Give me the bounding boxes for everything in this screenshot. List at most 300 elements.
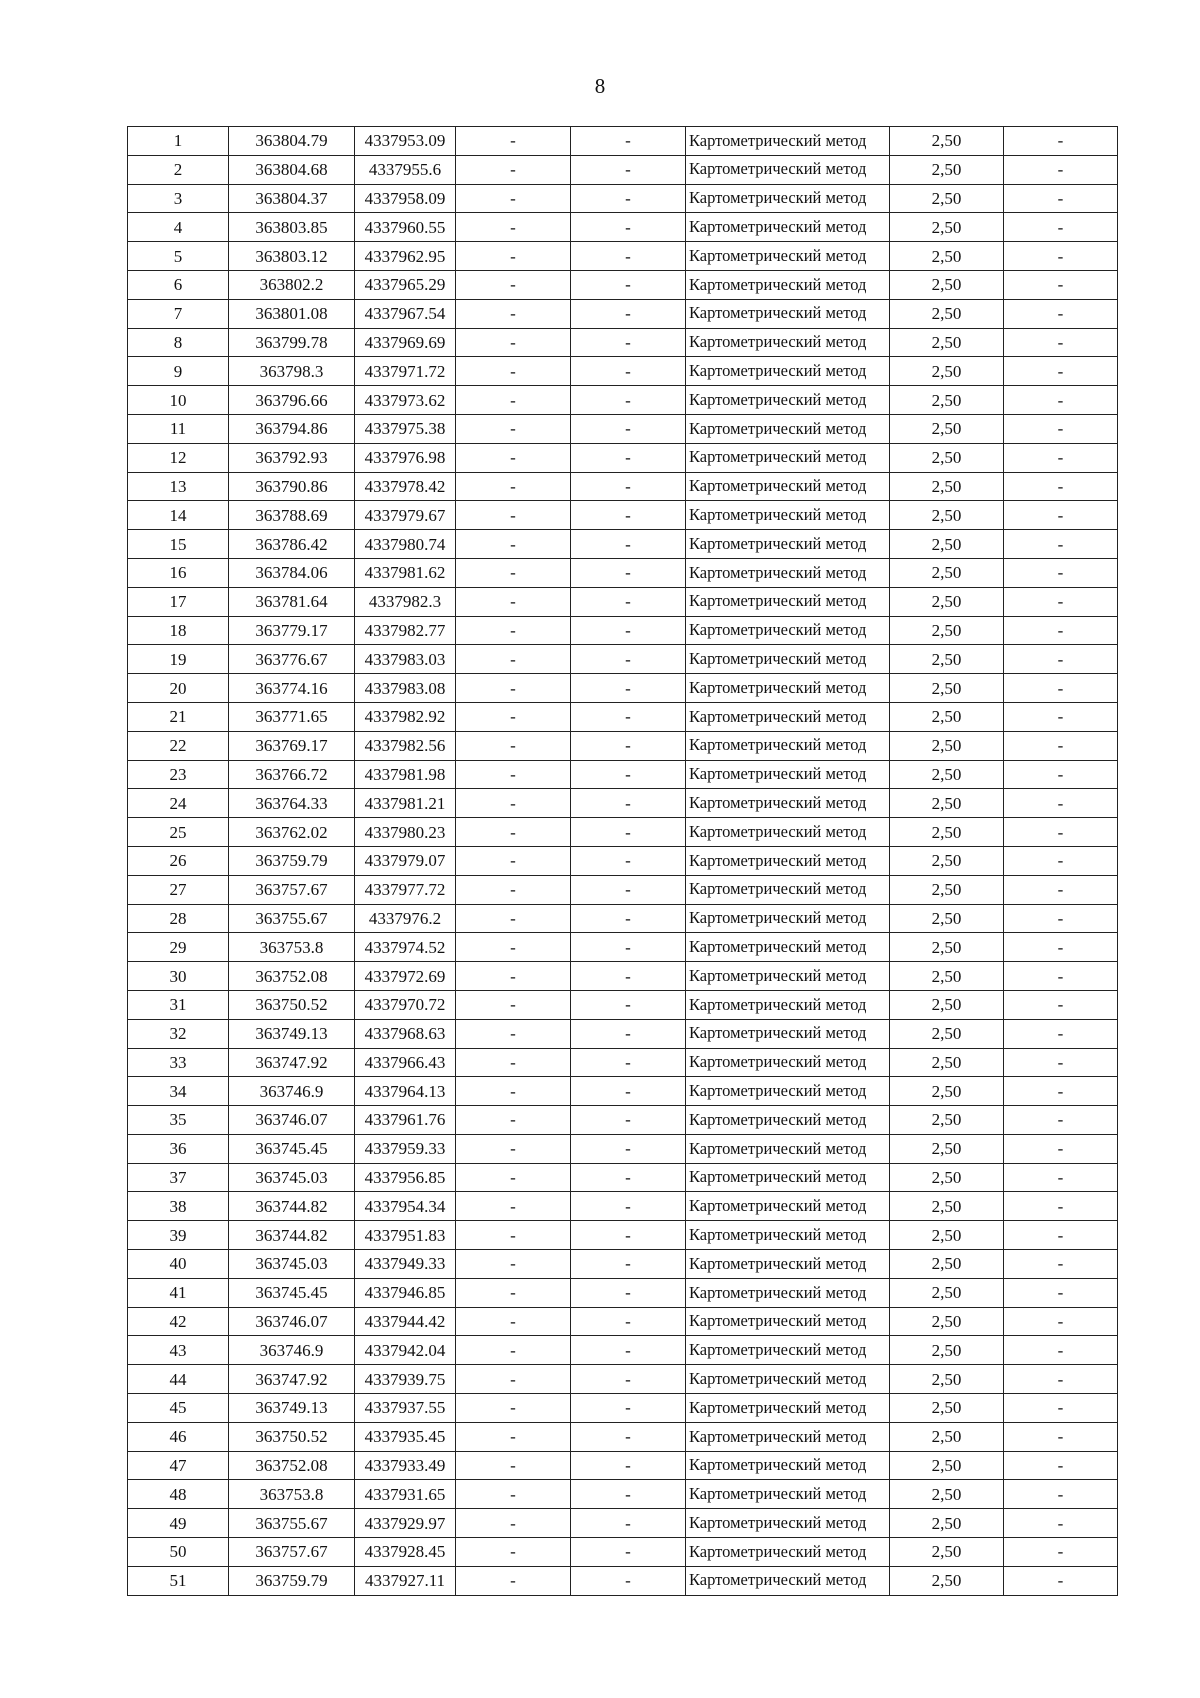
dash-cell: - — [1004, 155, 1118, 184]
dash-cell: - — [571, 875, 686, 904]
accuracy-cell: 2,50 — [890, 1192, 1004, 1221]
dash-cell: - — [571, 213, 686, 242]
point-number-cell: 46 — [128, 1422, 229, 1451]
method-cell: Картометрический метод — [686, 789, 890, 818]
dash-cell: - — [1004, 299, 1118, 328]
dash-cell: - — [571, 1566, 686, 1595]
dash-cell: - — [571, 1192, 686, 1221]
dash-cell: - — [456, 1509, 571, 1538]
accuracy-cell: 2,50 — [890, 328, 1004, 357]
point-number-cell: 18 — [128, 616, 229, 645]
x-coordinate-cell: 363745.45 — [229, 1134, 355, 1163]
y-coordinate-cell: 4337933.49 — [355, 1451, 456, 1480]
x-coordinate-cell: 363759.79 — [229, 846, 355, 875]
point-number-cell: 28 — [128, 904, 229, 933]
table-row — [128, 1451, 1118, 1480]
dash-cell: - — [456, 674, 571, 703]
method-cell: Картометрический метод — [686, 328, 890, 357]
point-number-cell: 31 — [128, 990, 229, 1019]
dash-cell: - — [1004, 127, 1118, 156]
table-row — [128, 760, 1118, 789]
dash-cell: - — [1004, 1566, 1118, 1595]
accuracy-cell: 2,50 — [890, 1106, 1004, 1135]
dash-cell: - — [456, 904, 571, 933]
dash-cell: - — [571, 904, 686, 933]
x-coordinate-cell: 363744.82 — [229, 1221, 355, 1250]
x-coordinate-cell: 363745.03 — [229, 1163, 355, 1192]
dash-cell: - — [456, 875, 571, 904]
dash-cell: - — [1004, 1422, 1118, 1451]
x-coordinate-cell: 363759.79 — [229, 1566, 355, 1595]
accuracy-cell: 2,50 — [890, 270, 1004, 299]
accuracy-cell: 2,50 — [890, 1480, 1004, 1509]
dash-cell: - — [571, 472, 686, 501]
accuracy-cell: 2,50 — [890, 558, 1004, 587]
x-coordinate-cell: 363786.42 — [229, 530, 355, 559]
dash-cell: - — [1004, 328, 1118, 357]
y-coordinate-cell: 4337927.11 — [355, 1566, 456, 1595]
dash-cell: - — [456, 760, 571, 789]
point-number-cell: 45 — [128, 1394, 229, 1423]
dash-cell: - — [571, 1336, 686, 1365]
x-coordinate-cell: 363799.78 — [229, 328, 355, 357]
y-coordinate-cell: 4337956.85 — [355, 1163, 456, 1192]
accuracy-cell: 2,50 — [890, 1077, 1004, 1106]
dash-cell: - — [1004, 1077, 1118, 1106]
y-coordinate-cell: 4337982.92 — [355, 702, 456, 731]
point-number-cell: 4 — [128, 213, 229, 242]
y-coordinate-cell: 4337968.63 — [355, 1019, 456, 1048]
dash-cell: - — [456, 1077, 571, 1106]
x-coordinate-cell: 363746.9 — [229, 1077, 355, 1106]
dash-cell: - — [1004, 1480, 1118, 1509]
dash-cell: - — [456, 386, 571, 415]
dash-cell: - — [456, 270, 571, 299]
y-coordinate-cell: 4337971.72 — [355, 357, 456, 386]
dash-cell: - — [1004, 1336, 1118, 1365]
point-number-cell: 35 — [128, 1106, 229, 1135]
dash-cell: - — [571, 645, 686, 674]
y-coordinate-cell: 4337982.77 — [355, 616, 456, 645]
dash-cell: - — [571, 789, 686, 818]
dash-cell: - — [1004, 846, 1118, 875]
table-row — [128, 1538, 1118, 1567]
accuracy-cell: 2,50 — [890, 674, 1004, 703]
table-row — [128, 1192, 1118, 1221]
y-coordinate-cell: 4337970.72 — [355, 990, 456, 1019]
y-coordinate-cell: 4337976.98 — [355, 443, 456, 472]
table-row — [128, 1422, 1118, 1451]
x-coordinate-cell: 363803.12 — [229, 242, 355, 271]
x-coordinate-cell: 363747.92 — [229, 1365, 355, 1394]
accuracy-cell: 2,50 — [890, 1422, 1004, 1451]
method-cell: Картометрический метод — [686, 731, 890, 760]
method-cell: Картометрический метод — [686, 645, 890, 674]
point-number-cell: 3 — [128, 184, 229, 213]
dash-cell: - — [1004, 731, 1118, 760]
x-coordinate-cell: 363794.86 — [229, 414, 355, 443]
method-cell: Картометрический метод — [686, 501, 890, 530]
accuracy-cell: 2,50 — [890, 242, 1004, 271]
method-cell: Картометрический метод — [686, 875, 890, 904]
table-row — [128, 846, 1118, 875]
dash-cell: - — [1004, 875, 1118, 904]
dash-cell: - — [571, 702, 686, 731]
dash-cell: - — [1004, 760, 1118, 789]
accuracy-cell: 2,50 — [890, 587, 1004, 616]
dash-cell: - — [1004, 990, 1118, 1019]
dash-cell: - — [456, 1019, 571, 1048]
accuracy-cell: 2,50 — [890, 1336, 1004, 1365]
x-coordinate-cell: 363771.65 — [229, 702, 355, 731]
x-coordinate-cell: 363753.8 — [229, 1480, 355, 1509]
accuracy-cell: 2,50 — [890, 357, 1004, 386]
dash-cell: - — [571, 530, 686, 559]
method-cell: Картометрический метод — [686, 472, 890, 501]
y-coordinate-cell: 4337954.34 — [355, 1192, 456, 1221]
x-coordinate-cell: 363784.06 — [229, 558, 355, 587]
dash-cell: - — [1004, 674, 1118, 703]
table-row — [128, 1365, 1118, 1394]
method-cell: Картометрический метод — [686, 1163, 890, 1192]
y-coordinate-cell: 4337960.55 — [355, 213, 456, 242]
table-row — [128, 616, 1118, 645]
dash-cell: - — [1004, 1365, 1118, 1394]
table-row — [128, 443, 1118, 472]
dash-cell: - — [571, 443, 686, 472]
y-coordinate-cell: 4337977.72 — [355, 875, 456, 904]
dash-cell: - — [456, 789, 571, 818]
x-coordinate-cell: 363803.85 — [229, 213, 355, 242]
point-number-cell: 2 — [128, 155, 229, 184]
method-cell: Картометрический метод — [686, 184, 890, 213]
point-number-cell: 50 — [128, 1538, 229, 1567]
dash-cell: - — [1004, 904, 1118, 933]
method-cell: Картометрический метод — [686, 270, 890, 299]
table-row — [128, 1019, 1118, 1048]
dash-cell: - — [456, 328, 571, 357]
method-cell: Картометрический метод — [686, 443, 890, 472]
method-cell: Картометрический метод — [686, 1307, 890, 1336]
dash-cell: - — [456, 414, 571, 443]
dash-cell: - — [456, 616, 571, 645]
point-number-cell: 40 — [128, 1250, 229, 1279]
x-coordinate-cell: 363788.69 — [229, 501, 355, 530]
point-number-cell: 42 — [128, 1307, 229, 1336]
y-coordinate-cell: 4337979.07 — [355, 846, 456, 875]
y-coordinate-cell: 4337981.21 — [355, 789, 456, 818]
x-coordinate-cell: 363746.9 — [229, 1336, 355, 1365]
x-coordinate-cell: 363804.68 — [229, 155, 355, 184]
dash-cell: - — [1004, 587, 1118, 616]
point-number-cell: 38 — [128, 1192, 229, 1221]
x-coordinate-cell: 363749.13 — [229, 1394, 355, 1423]
method-cell: Картометрический метод — [686, 1365, 890, 1394]
dash-cell: - — [1004, 1163, 1118, 1192]
dash-cell: - — [1004, 1106, 1118, 1135]
accuracy-cell: 2,50 — [890, 846, 1004, 875]
dash-cell: - — [1004, 213, 1118, 242]
y-coordinate-cell: 4337983.08 — [355, 674, 456, 703]
x-coordinate-cell: 363776.67 — [229, 645, 355, 674]
table-row — [128, 702, 1118, 731]
y-coordinate-cell: 4337953.09 — [355, 127, 456, 156]
dash-cell: - — [571, 990, 686, 1019]
method-cell: Картометрический метод — [686, 818, 890, 847]
dash-cell: - — [1004, 1221, 1118, 1250]
dash-cell: - — [571, 558, 686, 587]
table-row — [128, 501, 1118, 530]
method-cell: Картометрический метод — [686, 155, 890, 184]
dash-cell: - — [456, 587, 571, 616]
x-coordinate-cell: 363762.02 — [229, 818, 355, 847]
x-coordinate-cell: 363753.8 — [229, 933, 355, 962]
y-coordinate-cell: 4337944.42 — [355, 1307, 456, 1336]
table-row — [128, 1278, 1118, 1307]
accuracy-cell: 2,50 — [890, 933, 1004, 962]
accuracy-cell: 2,50 — [890, 1566, 1004, 1595]
table-row — [128, 1509, 1118, 1538]
method-cell: Картометрический метод — [686, 1278, 890, 1307]
dash-cell: - — [571, 1307, 686, 1336]
accuracy-cell: 2,50 — [890, 1509, 1004, 1538]
x-coordinate-cell: 363752.08 — [229, 962, 355, 991]
method-cell: Картометрический метод — [686, 357, 890, 386]
dash-cell: - — [456, 213, 571, 242]
table-row — [128, 530, 1118, 559]
dash-cell: - — [1004, 558, 1118, 587]
accuracy-cell: 2,50 — [890, 875, 1004, 904]
y-coordinate-cell: 4337975.38 — [355, 414, 456, 443]
method-cell: Картометрический метод — [686, 846, 890, 875]
dash-cell: - — [456, 1278, 571, 1307]
y-coordinate-cell: 4337965.29 — [355, 270, 456, 299]
point-number-cell: 20 — [128, 674, 229, 703]
dash-cell: - — [571, 731, 686, 760]
method-cell: Картометрический метод — [686, 1019, 890, 1048]
x-coordinate-cell: 363752.08 — [229, 1451, 355, 1480]
x-coordinate-cell: 363804.79 — [229, 127, 355, 156]
dash-cell: - — [456, 184, 571, 213]
accuracy-cell: 2,50 — [890, 1163, 1004, 1192]
table-row — [128, 587, 1118, 616]
y-coordinate-cell: 4337937.55 — [355, 1394, 456, 1423]
dash-cell: - — [456, 1336, 571, 1365]
method-cell: Картометрический метод — [686, 904, 890, 933]
dash-cell: - — [456, 962, 571, 991]
table-row — [128, 414, 1118, 443]
y-coordinate-cell: 4337964.13 — [355, 1077, 456, 1106]
dash-cell: - — [1004, 1134, 1118, 1163]
accuracy-cell: 2,50 — [890, 904, 1004, 933]
y-coordinate-cell: 4337979.67 — [355, 501, 456, 530]
point-number-cell: 43 — [128, 1336, 229, 1365]
accuracy-cell: 2,50 — [890, 789, 1004, 818]
dash-cell: - — [456, 645, 571, 674]
point-number-cell: 24 — [128, 789, 229, 818]
y-coordinate-cell: 4337935.45 — [355, 1422, 456, 1451]
dash-cell: - — [456, 1566, 571, 1595]
dash-cell: - — [571, 414, 686, 443]
point-number-cell: 12 — [128, 443, 229, 472]
point-number-cell: 6 — [128, 270, 229, 299]
x-coordinate-cell: 363746.07 — [229, 1106, 355, 1135]
dash-cell: - — [456, 472, 571, 501]
table-row — [128, 1221, 1118, 1250]
accuracy-cell: 2,50 — [890, 1451, 1004, 1480]
dash-cell: - — [571, 616, 686, 645]
table-row — [128, 1106, 1118, 1135]
accuracy-cell: 2,50 — [890, 184, 1004, 213]
accuracy-cell: 2,50 — [890, 962, 1004, 991]
dash-cell: - — [571, 1480, 686, 1509]
point-number-cell: 34 — [128, 1077, 229, 1106]
dash-cell: - — [571, 1365, 686, 1394]
table-row — [128, 386, 1118, 415]
y-coordinate-cell: 4337961.76 — [355, 1106, 456, 1135]
point-number-cell: 22 — [128, 731, 229, 760]
method-cell: Картометрический метод — [686, 127, 890, 156]
y-coordinate-cell: 4337978.42 — [355, 472, 456, 501]
dash-cell: - — [1004, 270, 1118, 299]
x-coordinate-cell: 363764.33 — [229, 789, 355, 818]
dash-cell: - — [1004, 645, 1118, 674]
dash-cell: - — [1004, 1250, 1118, 1279]
dash-cell: - — [1004, 1509, 1118, 1538]
y-coordinate-cell: 4337967.54 — [355, 299, 456, 328]
table-body — [128, 127, 1118, 1596]
accuracy-cell: 2,50 — [890, 645, 1004, 674]
dash-cell: - — [571, 1422, 686, 1451]
page-number: 8 — [594, 74, 606, 98]
x-coordinate-cell: 363757.67 — [229, 875, 355, 904]
dash-cell: - — [1004, 616, 1118, 645]
dash-cell: - — [571, 587, 686, 616]
dash-cell: - — [456, 155, 571, 184]
dash-cell: - — [456, 702, 571, 731]
x-coordinate-cell: 363755.67 — [229, 1509, 355, 1538]
x-coordinate-cell: 363790.86 — [229, 472, 355, 501]
method-cell: Картометрический метод — [686, 674, 890, 703]
dash-cell: - — [456, 1394, 571, 1423]
point-number-cell: 10 — [128, 386, 229, 415]
dash-cell: - — [571, 1538, 686, 1567]
dash-cell: - — [456, 731, 571, 760]
dash-cell: - — [1004, 1278, 1118, 1307]
dash-cell: - — [456, 1422, 571, 1451]
method-cell: Картометрический метод — [686, 616, 890, 645]
dash-cell: - — [456, 299, 571, 328]
dash-cell: - — [571, 184, 686, 213]
dash-cell: - — [456, 1307, 571, 1336]
table-row — [128, 789, 1118, 818]
dash-cell: - — [456, 1480, 571, 1509]
table-row — [128, 731, 1118, 760]
dash-cell: - — [571, 1509, 686, 1538]
table-row — [128, 357, 1118, 386]
point-number-cell: 48 — [128, 1480, 229, 1509]
y-coordinate-cell: 4337962.95 — [355, 242, 456, 271]
method-cell: Картометрический метод — [686, 702, 890, 731]
table-row — [128, 242, 1118, 271]
x-coordinate-cell: 363750.52 — [229, 990, 355, 1019]
table-row — [128, 299, 1118, 328]
dash-cell: - — [1004, 702, 1118, 731]
accuracy-cell: 2,50 — [890, 501, 1004, 530]
method-cell: Картометрический метод — [686, 1106, 890, 1135]
dash-cell: - — [1004, 1538, 1118, 1567]
dash-cell: - — [1004, 818, 1118, 847]
method-cell: Картометрический метод — [686, 1422, 890, 1451]
y-coordinate-cell: 4337981.98 — [355, 760, 456, 789]
point-number-cell: 27 — [128, 875, 229, 904]
point-number-cell: 14 — [128, 501, 229, 530]
point-number-cell: 21 — [128, 702, 229, 731]
dash-cell: - — [1004, 414, 1118, 443]
x-coordinate-cell: 363779.17 — [229, 616, 355, 645]
dash-cell: - — [456, 1048, 571, 1077]
point-number-cell: 5 — [128, 242, 229, 271]
method-cell: Картометрический метод — [686, 1509, 890, 1538]
x-coordinate-cell: 363802.2 — [229, 270, 355, 299]
table-row — [128, 328, 1118, 357]
method-cell: Картометрический метод — [686, 760, 890, 789]
point-number-cell: 15 — [128, 530, 229, 559]
dash-cell: - — [1004, 933, 1118, 962]
dash-cell: - — [571, 933, 686, 962]
dash-cell: - — [456, 846, 571, 875]
point-number-cell: 13 — [128, 472, 229, 501]
accuracy-cell: 2,50 — [890, 414, 1004, 443]
point-number-cell: 1 — [128, 127, 229, 156]
dash-cell: - — [1004, 357, 1118, 386]
dash-cell: - — [1004, 501, 1118, 530]
dash-cell: - — [571, 1134, 686, 1163]
y-coordinate-cell: 4337969.69 — [355, 328, 456, 357]
dash-cell: - — [1004, 1192, 1118, 1221]
dash-cell: - — [571, 760, 686, 789]
dash-cell: - — [571, 1019, 686, 1048]
y-coordinate-cell: 4337951.83 — [355, 1221, 456, 1250]
accuracy-cell: 2,50 — [890, 760, 1004, 789]
y-coordinate-cell: 4337980.74 — [355, 530, 456, 559]
x-coordinate-cell: 363745.03 — [229, 1250, 355, 1279]
dash-cell: - — [1004, 184, 1118, 213]
point-number-cell: 44 — [128, 1365, 229, 1394]
x-coordinate-cell: 363796.66 — [229, 386, 355, 415]
x-coordinate-cell: 363744.82 — [229, 1192, 355, 1221]
table-row — [128, 875, 1118, 904]
table-row — [128, 1336, 1118, 1365]
dash-cell: - — [571, 1077, 686, 1106]
y-coordinate-cell: 4337982.56 — [355, 731, 456, 760]
dash-cell: - — [456, 1106, 571, 1135]
y-coordinate-cell: 4337972.69 — [355, 962, 456, 991]
point-number-cell: 19 — [128, 645, 229, 674]
table-row — [128, 933, 1118, 962]
method-cell: Картометрический метод — [686, 1394, 890, 1423]
point-number-cell: 25 — [128, 818, 229, 847]
x-coordinate-cell: 363747.92 — [229, 1048, 355, 1077]
y-coordinate-cell: 4337974.52 — [355, 933, 456, 962]
accuracy-cell: 2,50 — [890, 616, 1004, 645]
method-cell: Картометрический метод — [686, 1451, 890, 1480]
accuracy-cell: 2,50 — [890, 386, 1004, 415]
dash-cell: - — [456, 127, 571, 156]
y-coordinate-cell: 4337973.62 — [355, 386, 456, 415]
table-row — [128, 1250, 1118, 1279]
dash-cell: - — [571, 127, 686, 156]
